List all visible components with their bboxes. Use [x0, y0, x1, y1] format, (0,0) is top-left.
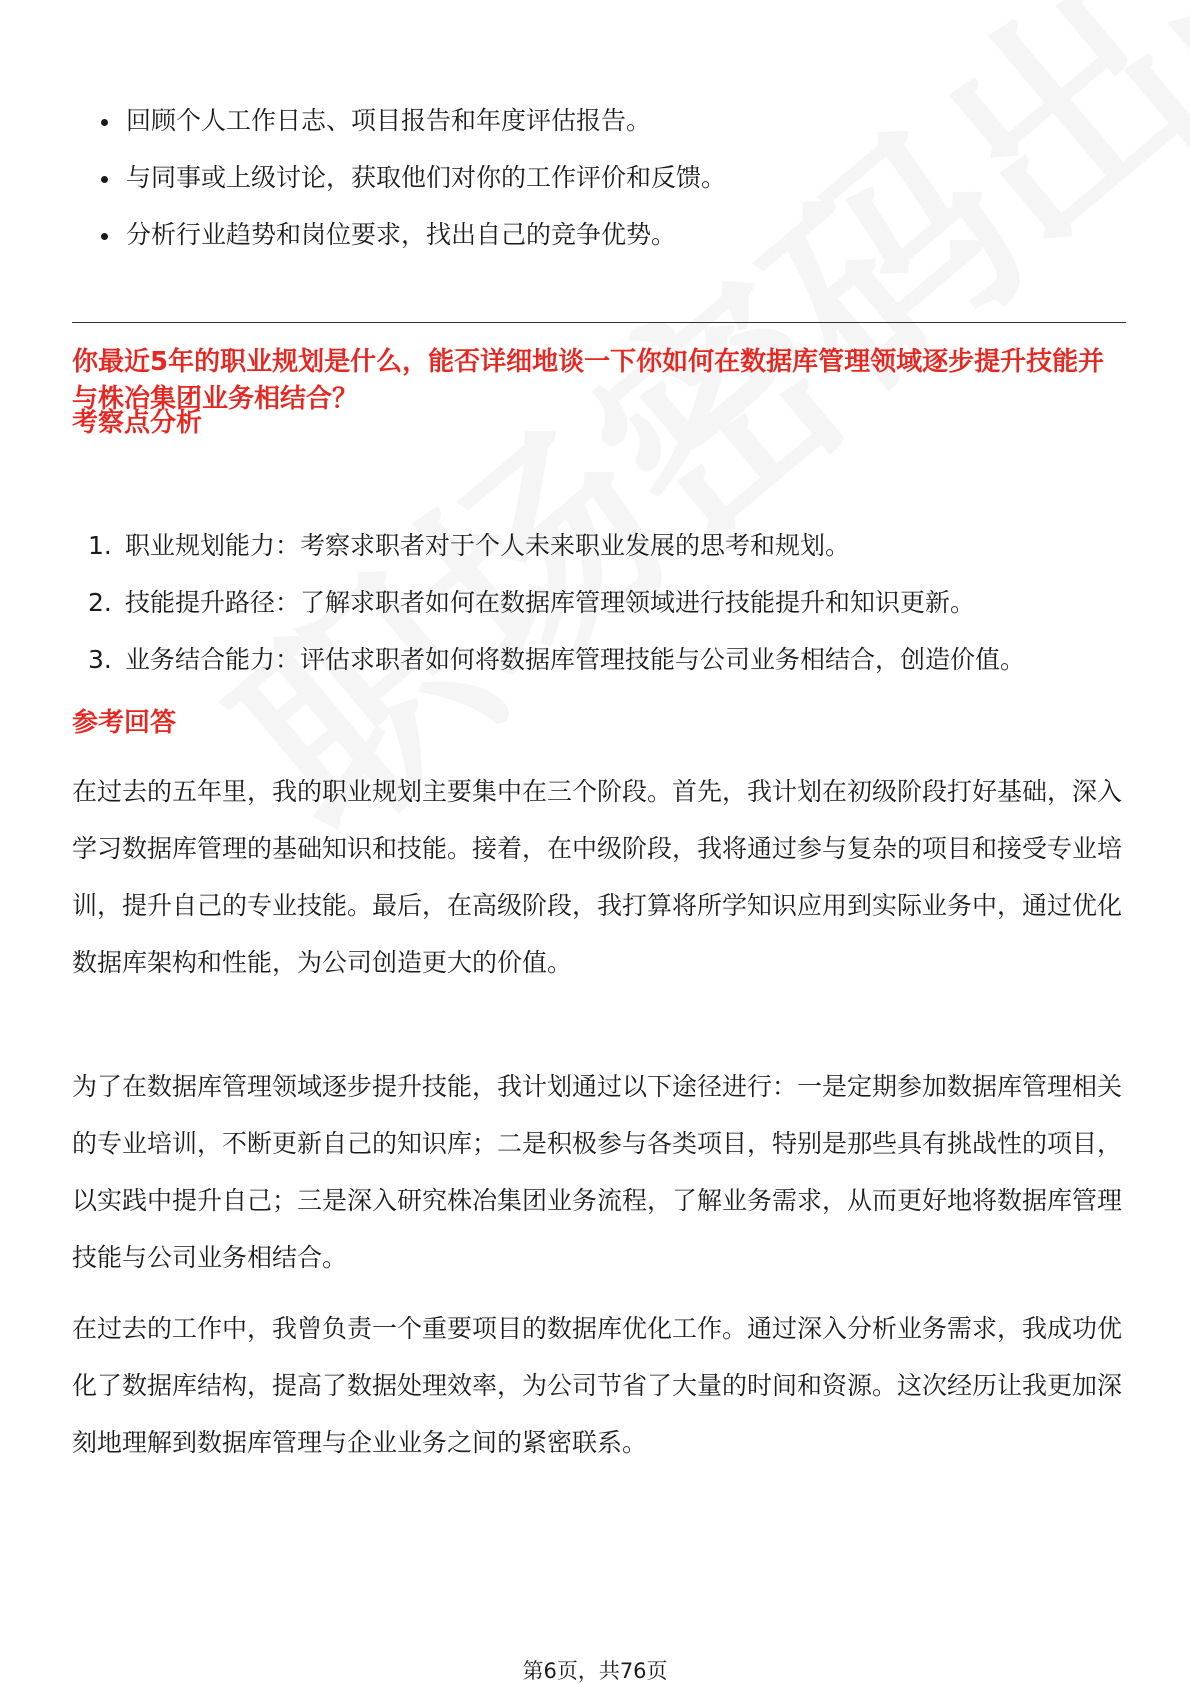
answer-paragraph: 在过去的工作中，我曾负责一个重要项目的数据库优化工作。通过深入分析业务需求，我成功优化了数据库结构，提高了数据处理效率，为公司节省了大量的时间和资源。这次经历让我更加深刻地理解到数据库管理与企业业务之间的紧密联系。 — [72, 1314, 1123, 1457]
section-divider — [72, 322, 1126, 323]
page-number: 第6页，共76页 — [522, 1659, 668, 1683]
item-text: 业务结合能力：评估求职者如何将数据库管理技能与公司业务相结合，创造价值。 — [125, 645, 1026, 674]
analysis-heading: 考察点分析 — [72, 408, 203, 438]
item-number: 1. — [88, 531, 112, 560]
item-text: 职业规划能力：考察求职者对于个人未来职业发展的思考和规划。 — [125, 531, 851, 560]
item-text: 技能提升路径：了解求职者如何在数据库管理领域进行技能提升和知识更新。 — [125, 588, 976, 617]
top-bullet-list — [92, 104, 1122, 275]
item-number: 2. — [88, 588, 112, 617]
answer-heading: 参考回答 — [72, 708, 177, 738]
bullet-item: 回顾个人工作日志、项目报告和年度评估报告。 — [92, 104, 1122, 138]
question-heading: 你最近5年的职业规划是什么，能否详细地谈一下你如何在数据库管理领域逐步提升技能并与株冶集团业务相结合？ — [72, 347, 1105, 414]
answer-paragraph: 为了在数据库管理领域逐步提升技能，我计划通过以下途径进行：一是定期参加数据库管理相关的专业培训，不断更新自己的知识库；二是积极参与各类项目，特别是那些具有挑战性的项目，以实践中提升自己；三是深入研究株冶集团业务流程，了解业务需求，从而更好地将数据库管理技能与公司业务相结合。 — [72, 1072, 1123, 1272]
bullet-item: 与同事或上级讨论，获取他们对你的工作评价和反馈。 — [92, 161, 1122, 195]
analysis-item — [72, 574, 1126, 631]
item-number: 3. — [88, 645, 112, 674]
analysis-item — [72, 517, 1126, 574]
bullet-item: 分析行业趋势和岗位要求，找出自己的竞争优势。 — [92, 218, 1122, 252]
analysis-item — [72, 631, 1126, 688]
answer-paragraph: 在过去的五年里，我的职业规划主要集中在三个阶段。首先，我计划在初级阶段打好基础，深入学习数据库管理的基础知识和技能。接着，在中级阶段，我将通过参与复杂的项目和接受专业培训，提升自己的专业技能。最后，在高级阶段，我打算将所学知识应用到实际业务中，通过优化数据库架构和性能，为公司创造更大的价值。 — [72, 777, 1123, 977]
analysis-list — [72, 517, 1126, 688]
